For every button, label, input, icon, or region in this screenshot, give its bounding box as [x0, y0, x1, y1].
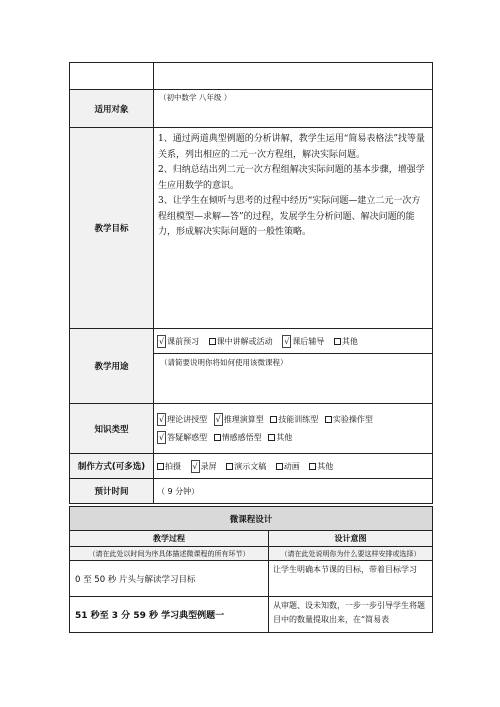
process-note: （请在此处以时间为序具体描述微课程的所有环节） [70, 547, 269, 561]
knowledge-option-reasoning[interactable] [214, 413, 264, 426]
production-option-label: 录屏 [200, 461, 217, 471]
table-row [70, 561, 433, 597]
process-header: 教学过程 [70, 531, 269, 547]
knowledge-type-label: 知识类型 [70, 404, 154, 454]
usage-option-label: 课中讲解或活动 [216, 336, 273, 346]
checkmark-icon: √ [284, 336, 290, 346]
knowledge-option-label: 理论讲授型 [167, 415, 208, 424]
production-option-slides[interactable] [226, 461, 266, 472]
time-row [70, 479, 433, 504]
knowledge-option-other[interactable] [268, 432, 292, 443]
checkbox-empty-icon [268, 434, 275, 441]
checkmark-icon: √ [215, 415, 221, 424]
knowledge-type-row [70, 404, 433, 454]
blank-row [70, 63, 433, 90]
knowledge-option-label: 答疑解惑型 [167, 433, 208, 442]
usage-option-label: 其他 [341, 336, 358, 346]
goal-item-3: 3、让学生在倾听与思考的过程中经历“实际问题—建立二元一次方程组模型—求解—答”的过程，发展学生分析问题、解决问题的能力，形成解决实际问题的一般性策略。 [158, 196, 421, 237]
usage-option-other[interactable] [334, 336, 358, 347]
checkmark-icon: √ [159, 336, 165, 346]
blank-value-cell [154, 63, 433, 90]
process-cell: 51 秒至 3 分 59 秒 学习典型例题一 [70, 597, 269, 633]
checkmark-icon: √ [192, 461, 198, 471]
time-value: （ 9 分钟） [154, 479, 433, 504]
knowledge-option-theory[interactable] [157, 413, 207, 426]
design-title-row [70, 507, 433, 531]
intent-cell: 从审题、设未知数，一步一步引导学生将题目中的数量提取出来，在“简易表 [269, 597, 433, 633]
knowledge-option-label: 其他 [276, 433, 293, 442]
production-option-screen-record[interactable] [191, 460, 217, 473]
checkmark-icon: √ [159, 433, 165, 442]
usage-option-afterclass[interactable] [282, 335, 324, 348]
usage-options-row [70, 329, 433, 354]
checkbox-empty-icon [334, 338, 341, 345]
usage-option-inclass[interactable] [209, 336, 273, 347]
goals-label: 教学目标 [70, 128, 154, 329]
checkbox-empty-icon [325, 416, 332, 423]
audience-row [70, 90, 433, 128]
goal-item-2: 2、归纳总结出列二元一次方程组解决实际问题的基本步骤，增强学生应用数学的意识。 [158, 165, 425, 191]
goals-row [70, 128, 433, 329]
production-option-label: 演示文稿 [234, 461, 267, 471]
usage-option-label: 课后辅导 [292, 336, 325, 346]
knowledge-option-qa[interactable] [157, 431, 207, 444]
knowledge-option-emotion[interactable] [214, 432, 262, 443]
checkbox-empty-icon [270, 416, 277, 423]
checkmark-icon: √ [159, 415, 165, 424]
knowledge-type-options [154, 404, 433, 454]
checkbox-empty-icon [226, 463, 233, 470]
checkbox-empty-icon [214, 434, 221, 441]
production-option-filming[interactable] [157, 461, 181, 472]
audience-label: 适用对象 [70, 90, 154, 128]
audience-value: （初中数学 八年级 ） [154, 90, 433, 128]
production-option-label: 其他 [317, 461, 334, 471]
blank-label-cell [70, 63, 154, 90]
design-note-row [70, 547, 433, 561]
table-row [70, 597, 433, 633]
usage-label: 教学用途 [70, 329, 154, 404]
production-option-label: 拍摄 [165, 461, 181, 471]
course-info-table [69, 62, 433, 504]
production-option-label: 动画 [283, 461, 300, 471]
knowledge-option-experiment[interactable] [325, 414, 373, 425]
goal-item-1: 1、通过两道典型例题的分析讲解，教学生运用“简易表格法”找等量关系，列出相应的二元一次方程组，解决实际问题。 [158, 134, 425, 160]
process-cell: 0 至 50 秒 片头与解读学习目标 [70, 561, 269, 597]
usage-option-label: 课前预习 [167, 336, 200, 346]
usage-options [154, 329, 433, 354]
intent-cell: 让学生明确本节课的目标，带着目标学习 [269, 561, 433, 597]
checkbox-empty-icon [209, 338, 216, 345]
intent-note: （请在此处说明你为什么要这样安排或选择） [269, 547, 433, 561]
production-option-other[interactable] [309, 461, 333, 472]
knowledge-option-label: 技能训练型 [278, 415, 319, 424]
knowledge-option-label: 推理演算型 [223, 415, 264, 424]
knowledge-option-label: 实验操作型 [332, 415, 373, 424]
design-header-row [70, 531, 433, 547]
production-label: 制作方式(可多选) [70, 454, 154, 479]
checkbox-empty-icon [157, 463, 164, 470]
goals-text [154, 128, 433, 329]
production-options [154, 454, 433, 479]
course-design-table [69, 506, 433, 633]
time-label: 预计时间 [70, 479, 154, 504]
usage-option-preview[interactable] [157, 335, 199, 348]
knowledge-option-skill[interactable] [270, 414, 318, 425]
checkbox-empty-icon [276, 463, 283, 470]
usage-note: （请简要说明你将如何使用该微课程） [154, 354, 433, 404]
production-option-animation[interactable] [276, 461, 300, 472]
design-title: 微课程设计 [70, 507, 433, 531]
intent-header: 设计意图 [269, 531, 433, 547]
production-row [70, 454, 433, 479]
knowledge-option-label: 情感感悟型 [221, 433, 262, 442]
checkbox-empty-icon [309, 463, 316, 470]
